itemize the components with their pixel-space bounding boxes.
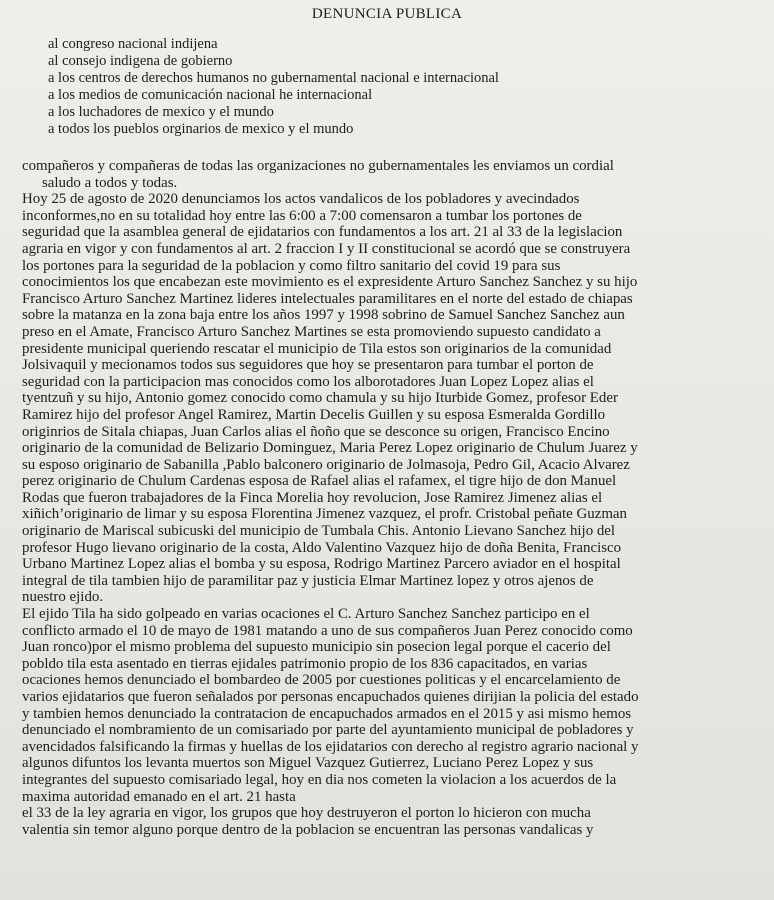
body-line: los portones para la seguridad de la poblacion y como filtro sanitario del covid 19 para sus <box>22 257 561 274</box>
body-line: seguridad que la asamblea general de ejidatarios con fundamentos a los art. 21 al 33 de la legislacion <box>22 224 623 241</box>
body-line: profesor Hugo lievano originario de la costa, Aldo Valentino Vazquez hijo de doña Benita, Francisco <box>22 539 622 556</box>
body-line: pobldo tila esta asentado en tierras ejidales patrimonio propio de los 836 capacitados, en varias <box>22 655 588 672</box>
body-line: sobre la matanza en la zona baja entre los años 1997 y 1998 sobrino de Samuel Sanchez Sanchez aun <box>22 307 625 324</box>
body-line: perez originario de Chulum Cardenas esposa de Rafael alias el rafamex, el tigre hijo de don Manuel <box>22 473 617 490</box>
body-line: Francisco Arturo Sanchez Martinez lideres intelectuales paramilitares en el norte del estado de chiapas <box>22 290 633 307</box>
body-line: preso en el Amate, Francisco Arturo Sanchez Martines se esta promoviendo supuesto candidato a <box>22 323 601 340</box>
recipient-line: a todos los pueblos orginarios de mexico y el mundo <box>48 121 354 137</box>
body-line: seguridad con la participacion mas conocidos como los alborotadores Juan Lopez Lopez alias el <box>22 373 594 390</box>
recipient-line: al congreso nacional indijena <box>48 36 218 52</box>
body-line: tyentzuñ y su hijo, Antonio gomez conocido como chamula y su hijo Iturbide Gomez, profesor Eder <box>22 390 618 407</box>
recipient-line: a los medios de comunicación nacional he internacional <box>48 87 373 103</box>
body-line: conocimientos los que encabezan este movimiento es el expresidente Arturo Sanchez Sanchez y su hijo <box>22 274 638 291</box>
body-line: Urbano Martinez Lopez alias el bomba y su esposa, Rodrigo Martinez Parcero aviador en el hospital <box>22 556 621 573</box>
recipient-line: a los centros de derechos humanos no gubernamental nacional e internacional <box>48 70 499 86</box>
body-line: compañeros y compañeras de todas las organizaciones no gubernamentales les enviamos un cordial <box>22 158 614 174</box>
body-line: originrios de Sitala chiapas, Juan Carlos alias el ñoño que se desconce su origen, Francisco Encino <box>22 423 610 440</box>
body-line: varios ejidatarios que fueron señalados por personas encapuchados quienes dirijian la policia del estado <box>22 689 639 705</box>
recipient-line: al consejo indigena de gobierno <box>48 53 233 69</box>
body-line: presidente municipal queriendo rescatar el municipio de Tila estos son originarios de la comunidad <box>22 340 612 357</box>
body-line: valentia sin temor alguno porque dentro de la poblacion se encuentran las personas vandalicas y <box>22 821 594 838</box>
body-line: Jolsivaquil y mecionamos todos sus seguidores que hoy se presentaron para tumbar el porton de <box>22 357 594 374</box>
body-line: su esposo originario de Sabanilla ,Pablo balconero originario de Jolmasoja, Pedro Gil, Acacio Alvarez <box>22 456 630 473</box>
body-line: algunos difuntos los levanta muertos son Miguel Vazquez Gutierrez, Luciano Perez Lopez y sus <box>22 755 594 772</box>
body-line: saludo a todos y todas. <box>42 174 178 191</box>
body-line: inconformes,no en su totalidad hoy entre las 6:00 a 7:00 comensaron a tumbar los portones de <box>22 207 582 224</box>
recipient-line: a los luchadores de mexico y el mundo <box>48 104 274 120</box>
document-body <box>22 158 762 838</box>
body-line: Rodas que fueron trabajadores de la Finca Morelia hoy revolucion, Jose Ramirez Jimenez alias el <box>22 489 603 506</box>
body-line: originario de Mariscal subicuski del municipio de Tumbala Chis. Antonio Lievano Sanchez hijo del <box>22 523 616 540</box>
body-line: denunciado el nombramiento de un comisariado por parte del ayuntamiento municipal de pobladores y <box>22 722 634 739</box>
body-line: el 33 de la ley agraria en vigor, los grupos que hoy destruyeron el porton lo hicieron con mucha <box>22 805 591 822</box>
body-line: conflicto armado el 10 de mayo de 1981 matando a uno de sus compañeros Juan Perez conocido como <box>22 622 633 639</box>
body-line: ocaciones hemos denunciado el bombardeo de 2005 por cuestiones politicas y el encarcelamiento de <box>22 672 621 689</box>
body-line: integrantes del supuesto comisariado legal, hoy en dia nos cometen la violacion a los acuerdos de la <box>22 771 617 788</box>
document-title: DENUNCIA PUBLICA <box>311 6 463 22</box>
body-line: agraria en vigor y con fundamentos al art. 2 fraccion I y II constitucional se acordó que se construyera <box>22 240 631 257</box>
body-line: Ramirez hijo del profesor Angel Ramirez, Martin Decelis Guillen y su esposa Esmeralda Gordillo <box>22 406 606 423</box>
body-line: nuestro ejido. <box>22 589 104 606</box>
body-line: maxima autoridad emanado en el art. 21 hasta <box>22 788 296 805</box>
body-line: xiñich’originario de limar y su esposa Florentina Jimenez vazquez, el profr. Cristobal peñate Guzman <box>22 506 627 523</box>
body-line: y tambien hemos denunciado la contratacion de encapuchados armados en el 2015 y asi mismo hemos <box>22 705 632 722</box>
body-line: originario de la comunidad de Belizario Dominguez, Maria Perez Lopez originario de Chulum Juarez y <box>22 440 638 457</box>
body-line: Hoy 25 de agosto de 2020 denunciamos los actos vandalicos de los pobladores y avecindados <box>22 191 580 208</box>
body-line: El ejido Tila ha sido golpeado en varias ocaciones el C. Arturo Sanchez Sanchez participo en el <box>22 606 590 623</box>
body-line: Juan ronco)por el mismo problema del supuesto municipio sin posecion legal porque el cacerio del <box>22 639 611 656</box>
recipient-list <box>48 36 499 138</box>
body-line: integral de tila tambien hijo de paramilitar paz y justicia Elmar Martinez lopez y otros ajenos de <box>22 572 594 589</box>
body-line: avencidados falsificando la firmas y huellas de los ejidatarios con derecho al registro agrario nacional y <box>22 738 639 755</box>
